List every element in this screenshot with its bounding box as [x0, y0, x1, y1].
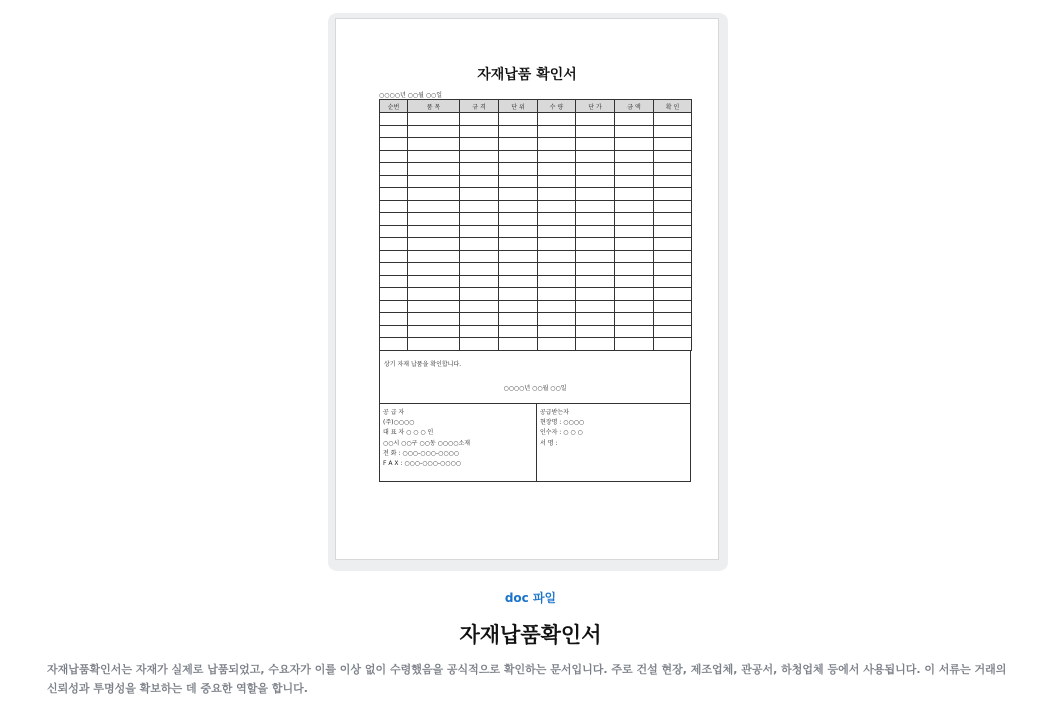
column-header: 규 격 — [460, 100, 499, 113]
table-cell — [408, 188, 460, 201]
party-info-box — [379, 404, 691, 482]
table-cell — [538, 313, 576, 326]
table-cell — [380, 288, 408, 301]
table-cell — [380, 113, 408, 126]
table-cell — [499, 263, 538, 276]
table-cell — [380, 238, 408, 251]
table-cell — [380, 150, 408, 163]
table-cell — [615, 338, 654, 351]
receiver-line: 공급받는자 — [540, 409, 569, 416]
table-cell — [538, 275, 576, 288]
supplier-info — [380, 404, 537, 481]
table-cell — [615, 225, 654, 238]
table-cell — [408, 225, 460, 238]
table-cell — [408, 125, 460, 138]
table-cell — [576, 125, 615, 138]
table-cell — [654, 325, 692, 338]
table-cell — [460, 125, 499, 138]
table-cell — [499, 288, 538, 301]
table-cell — [499, 138, 538, 151]
receiver-info — [537, 404, 692, 481]
table-cell — [380, 300, 408, 313]
table-cell — [538, 188, 576, 201]
table-cell — [615, 138, 654, 151]
table-cell — [538, 263, 576, 276]
items-table-body — [380, 113, 692, 351]
table-cell — [615, 263, 654, 276]
table-cell — [499, 225, 538, 238]
table-cell — [538, 175, 576, 188]
table-cell — [499, 188, 538, 201]
table-cell — [499, 113, 538, 126]
table-cell — [499, 250, 538, 263]
table-cell — [654, 263, 692, 276]
items-table — [379, 99, 692, 351]
table-row — [380, 338, 692, 351]
table-cell — [499, 325, 538, 338]
table-cell — [615, 113, 654, 126]
table-row — [380, 275, 692, 288]
table-cell — [538, 213, 576, 226]
column-header: 순번 — [380, 100, 408, 113]
column-header: 수 량 — [538, 100, 576, 113]
table-row — [380, 288, 692, 301]
table-cell — [654, 200, 692, 213]
table-cell — [654, 250, 692, 263]
table-row — [380, 200, 692, 213]
supplier-line: 대 표 자 ○ ○ ○ 인 — [383, 429, 434, 437]
table-cell — [408, 150, 460, 163]
table-cell — [408, 200, 460, 213]
table-header-row — [380, 100, 692, 113]
table-cell — [615, 250, 654, 263]
table-cell — [615, 300, 654, 313]
table-cell — [576, 225, 615, 238]
table-cell — [654, 125, 692, 138]
table-cell — [380, 213, 408, 226]
table-row — [380, 238, 692, 251]
table-cell — [538, 250, 576, 263]
table-cell — [576, 113, 615, 126]
table-cell — [615, 188, 654, 201]
table-cell — [460, 200, 499, 213]
table-cell — [615, 325, 654, 338]
page-title: 자재납품확인서 — [459, 623, 602, 647]
table-cell — [499, 300, 538, 313]
table-cell — [654, 313, 692, 326]
table-cell — [380, 225, 408, 238]
table-cell — [576, 263, 615, 276]
table-cell — [380, 275, 408, 288]
table-cell — [538, 225, 576, 238]
table-cell — [460, 175, 499, 188]
column-header: 확 인 — [654, 100, 692, 113]
table-cell — [408, 138, 460, 151]
table-cell — [538, 238, 576, 251]
table-cell — [408, 313, 460, 326]
table-cell — [460, 263, 499, 276]
table-cell — [576, 313, 615, 326]
receiver-line: 인수자 : ○ ○ ○ — [540, 429, 583, 437]
supplier-line: (주)○○○○ — [383, 419, 415, 427]
table-cell — [538, 113, 576, 126]
table-cell — [380, 163, 408, 176]
supplier-line: 공 급 자 — [383, 409, 405, 416]
table-cell — [380, 263, 408, 276]
table-cell — [538, 288, 576, 301]
table-cell — [576, 213, 615, 226]
table-cell — [380, 125, 408, 138]
table-cell — [380, 313, 408, 326]
table-cell — [460, 250, 499, 263]
table-cell — [408, 325, 460, 338]
table-cell — [538, 138, 576, 151]
table-cell — [460, 163, 499, 176]
table-row — [380, 313, 692, 326]
table-cell — [408, 300, 460, 313]
table-cell — [654, 288, 692, 301]
table-cell — [576, 338, 615, 351]
table-cell — [499, 200, 538, 213]
column-header: 품 목 — [408, 100, 460, 113]
table-cell — [654, 275, 692, 288]
table-cell — [654, 113, 692, 126]
table-cell — [460, 338, 499, 351]
table-cell — [460, 113, 499, 126]
table-cell — [460, 288, 499, 301]
table-cell — [499, 238, 538, 251]
confirmation-text: 상기 자재 납품을 확인합니다. — [384, 361, 462, 368]
table-cell — [460, 275, 499, 288]
document-preview-card[interactable] — [328, 13, 728, 571]
table-cell — [380, 200, 408, 213]
table-row — [380, 263, 692, 276]
table-cell — [576, 163, 615, 176]
table-row — [380, 250, 692, 263]
table-cell — [576, 300, 615, 313]
table-cell — [538, 325, 576, 338]
file-type-link[interactable]: doc 파일 — [504, 591, 557, 605]
table-cell — [654, 138, 692, 151]
table-row — [380, 113, 692, 126]
table-cell — [615, 288, 654, 301]
table-cell — [615, 275, 654, 288]
table-cell — [654, 175, 692, 188]
table-row — [380, 138, 692, 151]
table-cell — [460, 188, 499, 201]
table-cell — [408, 213, 460, 226]
table-cell — [576, 238, 615, 251]
table-cell — [499, 275, 538, 288]
receiver-line: 현장명 : ○○○○ — [540, 419, 585, 427]
table-cell — [576, 200, 615, 213]
column-header: 금 액 — [615, 100, 654, 113]
table-cell — [654, 338, 692, 351]
table-cell — [615, 125, 654, 138]
table-row — [380, 188, 692, 201]
table-cell — [615, 150, 654, 163]
table-cell — [380, 325, 408, 338]
page-description: 자재납품확인서는 자재가 실제로 납품되었고, 수요자가 이를 이상 없이 수령했음을 공식적으로 확인하는 문서입니다. 주로 건설 현장, 제조업체, 관공서, 하청업체 등에서 사용됩니다. 이 서류는 거래의 신뢰성과 투명성을 확보하는 데 중요한 역할을 합니다. — [47, 663, 1007, 695]
table-cell — [499, 150, 538, 163]
table-cell — [408, 338, 460, 351]
table-cell — [460, 300, 499, 313]
table-cell — [460, 238, 499, 251]
table-cell — [654, 225, 692, 238]
table-cell — [615, 313, 654, 326]
column-header: 단 가 — [576, 100, 615, 113]
table-cell — [408, 238, 460, 251]
table-row — [380, 125, 692, 138]
table-cell — [408, 288, 460, 301]
table-cell — [460, 150, 499, 163]
supplier-line: F A X : ○○○-○○○-○○○○ — [383, 460, 461, 468]
table-cell — [654, 238, 692, 251]
table-cell — [408, 275, 460, 288]
table-cell — [615, 175, 654, 188]
table-cell — [499, 175, 538, 188]
table-cell — [538, 125, 576, 138]
table-cell — [615, 200, 654, 213]
table-row — [380, 225, 692, 238]
table-cell — [615, 238, 654, 251]
table-cell — [408, 263, 460, 276]
table-cell — [576, 325, 615, 338]
table-cell — [460, 325, 499, 338]
table-cell — [654, 188, 692, 201]
table-cell — [460, 225, 499, 238]
table-cell — [615, 163, 654, 176]
table-cell — [654, 300, 692, 313]
column-header: 단 위 — [499, 100, 538, 113]
table-cell — [380, 175, 408, 188]
table-cell — [615, 213, 654, 226]
table-cell — [460, 138, 499, 151]
table-cell — [499, 125, 538, 138]
table-cell — [654, 213, 692, 226]
table-cell — [380, 188, 408, 201]
confirmation-date: ○○○○년 ○○월 ○○일 — [503, 385, 567, 392]
table-cell — [538, 200, 576, 213]
document-preview-page — [335, 18, 719, 560]
table-row — [380, 213, 692, 226]
table-cell — [380, 338, 408, 351]
confirmation-box — [379, 351, 691, 404]
table-cell — [499, 338, 538, 351]
table-cell — [576, 138, 615, 151]
table-cell — [499, 313, 538, 326]
table-cell — [408, 175, 460, 188]
table-cell — [576, 275, 615, 288]
table-cell — [576, 175, 615, 188]
table-cell — [654, 150, 692, 163]
table-cell — [408, 113, 460, 126]
table-cell — [380, 138, 408, 151]
table-row — [380, 300, 692, 313]
supplier-line: 전 화 : ○○○-○○○-○○○○ — [383, 449, 460, 457]
document-date-line: ○○○○년 ○○월 ○○일 — [379, 92, 443, 99]
table-cell — [460, 213, 499, 226]
table-cell — [576, 150, 615, 163]
table-cell — [576, 188, 615, 201]
document-heading: 자재납품 확인서 — [477, 67, 577, 83]
receiver-line: 서 명 : — [540, 439, 558, 447]
table-cell — [538, 150, 576, 163]
table-row — [380, 163, 692, 176]
table-row — [380, 150, 692, 163]
table-cell — [408, 163, 460, 176]
table-cell — [538, 338, 576, 351]
table-row — [380, 325, 692, 338]
table-cell — [576, 288, 615, 301]
table-cell — [380, 250, 408, 263]
table-cell — [538, 163, 576, 176]
table-cell — [460, 313, 499, 326]
table-row — [380, 175, 692, 188]
table-cell — [499, 213, 538, 226]
table-cell — [538, 300, 576, 313]
supplier-line: ○○시 ○○구 ○○동 ○○○○소재 — [383, 439, 471, 447]
table-cell — [408, 250, 460, 263]
table-cell — [499, 163, 538, 176]
table-cell — [576, 250, 615, 263]
table-cell — [654, 163, 692, 176]
